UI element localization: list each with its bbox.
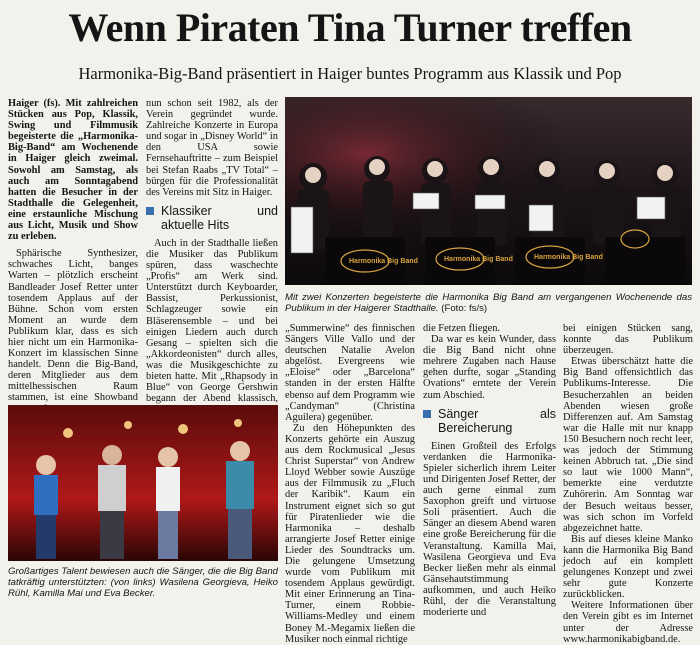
body-paragraph: bei einigen Stücken sang, konnte das Publikum überzeugen.	[563, 323, 693, 357]
body-paragraph: nun schon seit 1982, als der Verein gegründet wurde. Zahlreiche Konzerte in Europa und sogar in „Disney World“ in den USA sowie Fernsehauftritte – zum Beispiel bei Stefan Raabs „TV Total“ – bürgen für die Professionalität des Vereins mit Sitz in Haiger.	[146, 98, 278, 198]
body-paragraph: Einen Großteil des Erfolgs verdanken die Harmonika-Spieler sicherlich ihrem Leiter und Dirigenten Josef Retter, der auch gerne einmal zum Saxophon greift und virtuose Soli präsentiert. Auch die Sänger an diesem Abend waren eine große Bereicherung für die Veranstaltung. Kamilla Mai, Wasilena Georgieva und Eva Becker ließen mehr als einmal Gänsehautstimmung aufkommen, und auch Heiko Rühl, der die Veranstaltung moderierte und	[423, 440, 556, 619]
band-photo-image	[285, 97, 692, 285]
body-paragraph: Zu den Höhepunkten des Konzerts gehörte ein Auszug aus dem Rockmusical „Jesus Christ Superstar“ von Andrew Lloyd Webber sowie Auszüge aus der Filmmusik zu „Fluch der Karibik“. Kaum ein Instrument eignet sich so gut für Piratenlieder wie die Harmonika – deshalb arrangierte Josef Retter einige Lieder des Soundtracks um. Die gelungene Umsetzung wurde vom Publikum mit tosendem Applaus gewürdigt. Mit einer Erinnerung an Tina-Turner, einem Robbie-Williams-Medley und einem Boney M.-Megamix ließen die Musiker noch einmal richtige	[285, 422, 415, 645]
square-bullet-icon	[423, 410, 431, 418]
section-heading-text: Sänger als Bereicherung	[438, 406, 556, 435]
headline: Wenn Piraten Tina Turner treffen	[68, 5, 632, 50]
article-column-3	[285, 323, 415, 645]
band-sign: Harmonika Big Band	[534, 254, 603, 261]
band-sign: Harmonika Big Band	[349, 258, 418, 265]
lead-paragraph	[8, 98, 138, 242]
body-paragraph: Sphärische Synthesizer, schwaches Licht, banges Warten – plötzlich erscheint Bandleader Josef Retter unter tosendem Applaus auf der Bühne. Schon vom ersten Moment an wurde dem Publikum klar, dass es sich hier nicht um ein Harmonika-Konzert im klassischen Sinne handelt. Denn die Big-Band, deren Mitglieder aus dem mittelhessischen Raum stammen, ist eine Showband	[8, 248, 138, 404]
lead-text: Mit zahlreichen Stücken aus Pop, Klassik, Swing und Filmmusik begeisterte die „Harmonika-Big-Band“ am Wochenende in Haiger gleich zweimal. Sowohl am Samstag, als auch am Sonntagabend hatten die Besucher in der Stadthalle die Gelegenheit, eine erstaunliche Mischung aus Licht, Musik und Show zu erleben.	[8, 98, 138, 243]
photo-caption-text: Mit zwei Konzerten begeisterte die Harmonika Big Band am vergangenen Wochenende das Publikum in der Haigerer Stadthalle.	[285, 292, 692, 314]
band-photo	[285, 97, 692, 285]
body-paragraph: Weitere Informationen über den Verein gibt es im Internet unter der Adresse www.harmonikabigband.de.	[563, 600, 693, 645]
section-heading	[423, 407, 556, 435]
body-paragraph: „Summerwine“ des finnischen Sängers Ville Vallo und der deutschen Natalie Avelon abgelöst. Evergreens wie „Eloise“ oder „Barcelona“ standen in der ersten Hälfte ebenso auf dem Programm wie „Candyman“ (Christina Aguilera) gegenüber.	[285, 323, 415, 423]
article-column-1	[8, 98, 138, 404]
article-column-5	[563, 323, 693, 645]
singers-photo	[8, 405, 278, 561]
photo-credit: (Foto: fs/s)	[441, 303, 488, 314]
band-sign: Harmonika Big Band	[444, 256, 513, 263]
section-heading	[146, 204, 278, 232]
subheadline: Harmonika-Big-Band präsentiert in Haiger buntes Programm aus Klassik und Pop	[78, 64, 622, 83]
article-column-2	[146, 98, 278, 405]
photo-caption	[285, 292, 692, 314]
body-paragraph: Etwas überschätzt hatte die Big Band offensichtlich das Publikums-Interesse. Die Besucherzahlen an beiden Abenden wiesen große Differenzen auf. Am Samstag war die Halle mit nur knapp 150 Besuchern noch recht leer, was jedoch der Stimmung keinen Abbruch tat. „Die sind so laut wie 1000 Mann“, bemerkte eine verdutzte Zuhörerin. Am Sonntag war der Besuch weitaus besser, was sich schon im Vorfeld abgezeichnet hatte.	[563, 356, 693, 534]
singers-photo-caption: Großartiges Talent bewiesen auch die Sänger, die die Big Band tatkräftig unterstützten: (von links) Wasilena Georgieva, Heiko Rühl, Kamilla Mai und Eva Becker.	[8, 566, 278, 599]
section-heading-text: Klassiker und aktuelle Hits	[161, 203, 278, 232]
body-paragraph: Auch in der Stadthalle ließen die Musiker das Publikum spüren, dass waschechte „Profis“ am Werk sind. Unterstützt durch Keyboarder, Bassist, Perkussionist, Schlagzeuger sowie ein Bläserensemble – und bei einigen Liedern auch durch Gesang – spielten sich die „Akkordeonisten“ durch alles, was die Musikgeschichte zu bieten hatte. Mit „Rhapsody in Blue“ von George Gershwin begann der Abend klassisch,	[146, 237, 278, 405]
singers-photo-image	[8, 405, 278, 561]
square-bullet-icon	[146, 207, 154, 215]
article-column-4	[423, 323, 556, 619]
body-paragraph: Da war es kein Wunder, dass die Big Band nicht ohne mehrere Zugaben nach Hause gehen durfte, sogar „Standing Ovations“ erntete der Verein zum Abschied.	[423, 334, 556, 401]
body-paragraph: die Fetzen fliegen.	[423, 323, 501, 334]
body-paragraph: Bis auf dieses kleine Manko kann die Harmonika Big Band jedoch auf ein komplett gelungenes Konzept und zwei sehr gute Konzerte zurückblicken.	[563, 533, 693, 601]
dateline: Haiger (fs).	[8, 98, 61, 109]
